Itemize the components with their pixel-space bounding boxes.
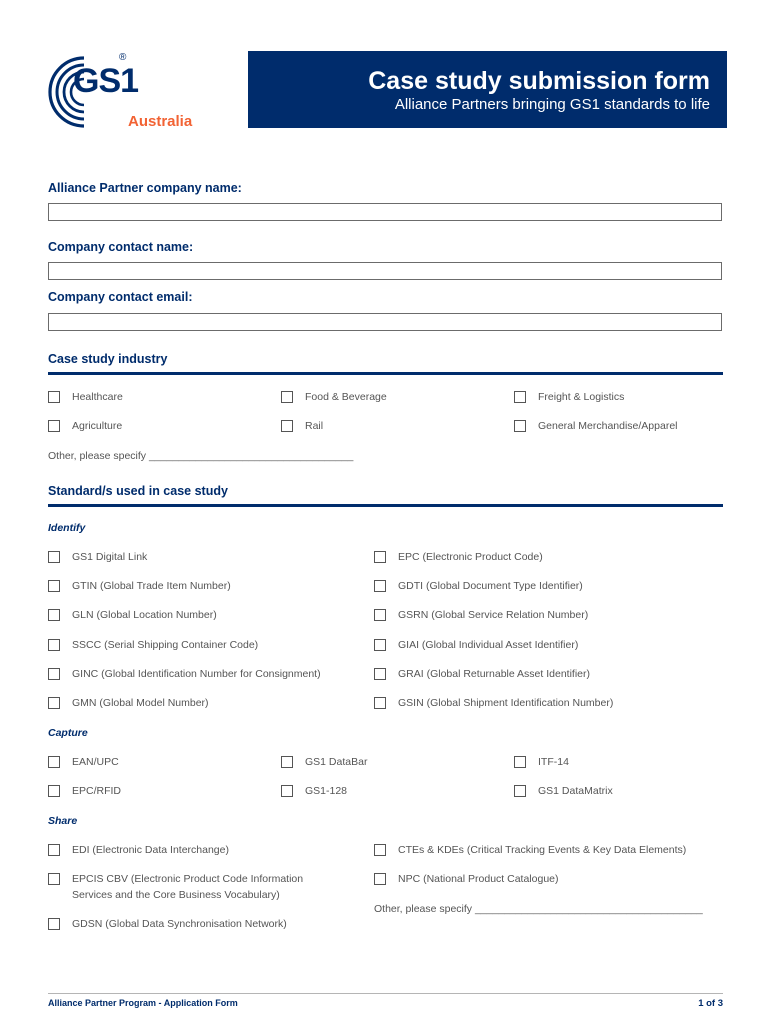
page-subtitle: Alliance Partners bringing GS1 standards to life <box>394 96 710 113</box>
identify-option-label: GS1 Digital Link <box>72 551 148 563</box>
contact-email-field[interactable] <box>48 313 722 331</box>
identify-checkbox[interactable] <box>374 639 386 651</box>
capture-checkbox[interactable] <box>48 756 60 768</box>
identify-checkbox[interactable] <box>48 697 60 709</box>
identify-checkbox[interactable] <box>374 668 386 680</box>
share-checkbox[interactable] <box>48 873 60 885</box>
identify-option-label: GINC (Global Identification Number for Consignment) <box>72 668 321 680</box>
share-option-label-continued: Services and the Core Business Vocabulary) <box>72 889 280 901</box>
footer-rule <box>48 993 723 994</box>
industry-rule <box>48 372 723 375</box>
capture-checkbox[interactable] <box>281 785 293 797</box>
identify-checkbox[interactable] <box>48 639 60 651</box>
identify-option-label: GSRN (Global Service Relation Number) <box>398 609 589 621</box>
logo-text: GS1 <box>73 62 139 100</box>
industry-other-field[interactable]: Other, please specify ___________________________________ <box>48 450 354 462</box>
share-option-label: EDI (Electronic Data Interchange) <box>72 844 229 856</box>
identify-subheading: Identify <box>48 522 86 534</box>
share-subheading: Share <box>48 815 78 827</box>
share-option-label: EPCIS CBV (Electronic Product Code Information <box>72 873 304 885</box>
capture-option-label: GS1-128 <box>305 785 348 797</box>
share-checkbox[interactable] <box>374 873 386 885</box>
identify-option-label: GRAI (Global Returnable Asset Identifier) <box>398 668 591 680</box>
industry-checkbox[interactable] <box>514 391 526 403</box>
identify-option-label: EPC (Electronic Product Code) <box>398 551 543 563</box>
capture-option-label: ITF-14 <box>538 756 569 768</box>
identify-checkbox[interactable] <box>374 551 386 563</box>
share-checkbox[interactable] <box>48 844 60 856</box>
capture-option-label: EPC/RFID <box>72 785 122 797</box>
share-option-label: CTEs & KDEs (Critical Tracking Events & Key Data Elements) <box>398 844 687 856</box>
standards-heading: Standard/s used in case study <box>48 484 228 498</box>
identify-checkbox[interactable] <box>48 668 60 680</box>
industry-checkbox[interactable] <box>514 420 526 432</box>
contact-name-field[interactable] <box>48 262 722 280</box>
share-other-field[interactable]: Other, please specify _______________________________________ <box>374 903 703 915</box>
share-option-label: GDSN (Global Data Synchronisation Network) <box>72 918 287 930</box>
industry-option-label: Healthcare <box>72 391 123 403</box>
industry-option-label: Agriculture <box>72 420 123 432</box>
identify-option-label: GTIN (Global Trade Item Number) <box>72 580 231 592</box>
page-title: Case study submission form <box>368 67 710 95</box>
logo-country: Australia <box>128 113 193 130</box>
industry-option-label: Food & Beverage <box>305 391 387 403</box>
capture-checkbox[interactable] <box>514 785 526 797</box>
identify-checkbox[interactable] <box>374 609 386 621</box>
logo-registered-mark: ® <box>119 52 127 63</box>
identify-option-label: GLN (Global Location Number) <box>72 609 217 621</box>
capture-option-label: EAN/UPC <box>72 756 119 768</box>
capture-checkbox[interactable] <box>514 756 526 768</box>
industry-checkbox[interactable] <box>281 391 293 403</box>
contact-email-label: Company contact email: <box>48 290 193 304</box>
contact-name-label: Company contact name: <box>48 240 194 254</box>
identify-checkbox[interactable] <box>48 551 60 563</box>
identify-option-label: GDTI (Global Document Type Identifier) <box>398 580 583 592</box>
identify-option-label: SSCC (Serial Shipping Container Code) <box>72 639 259 651</box>
company-name-field[interactable] <box>48 203 722 221</box>
identify-checkbox[interactable] <box>48 609 60 621</box>
industry-checkbox[interactable] <box>48 391 60 403</box>
page-number: 1 of 3 <box>698 998 723 1009</box>
standards-rule <box>48 504 723 507</box>
industry-option-label: Rail <box>305 420 324 432</box>
title-banner <box>248 51 727 128</box>
capture-checkbox[interactable] <box>281 756 293 768</box>
capture-option-label: GS1 DataBar <box>305 756 368 768</box>
capture-checkbox[interactable] <box>48 785 60 797</box>
identify-option-label: GSIN (Global Shipment Identification Number) <box>398 697 614 709</box>
capture-subheading: Capture <box>48 727 88 739</box>
industry-checkbox[interactable] <box>48 420 60 432</box>
industry-checkbox[interactable] <box>281 420 293 432</box>
company-name-label: Alliance Partner company name: <box>48 181 242 195</box>
identify-option-label: GMN (Global Model Number) <box>72 697 209 709</box>
share-option-label: NPC (National Product Catalogue) <box>398 873 559 885</box>
identify-checkbox[interactable] <box>374 580 386 592</box>
identify-checkbox[interactable] <box>48 580 60 592</box>
identify-checkbox[interactable] <box>374 697 386 709</box>
identify-option-label: GIAI (Global Individual Asset Identifier) <box>398 639 579 651</box>
capture-option-label: GS1 DataMatrix <box>538 785 613 797</box>
industry-option-label: Freight & Logistics <box>538 391 625 403</box>
industry-heading: Case study industry <box>48 352 168 366</box>
share-checkbox[interactable] <box>48 918 60 930</box>
share-checkbox[interactable] <box>374 844 386 856</box>
footer-program-name: Alliance Partner Program - Application Form <box>48 998 238 1008</box>
industry-option-label: General Merchandise/Apparel <box>538 420 678 432</box>
